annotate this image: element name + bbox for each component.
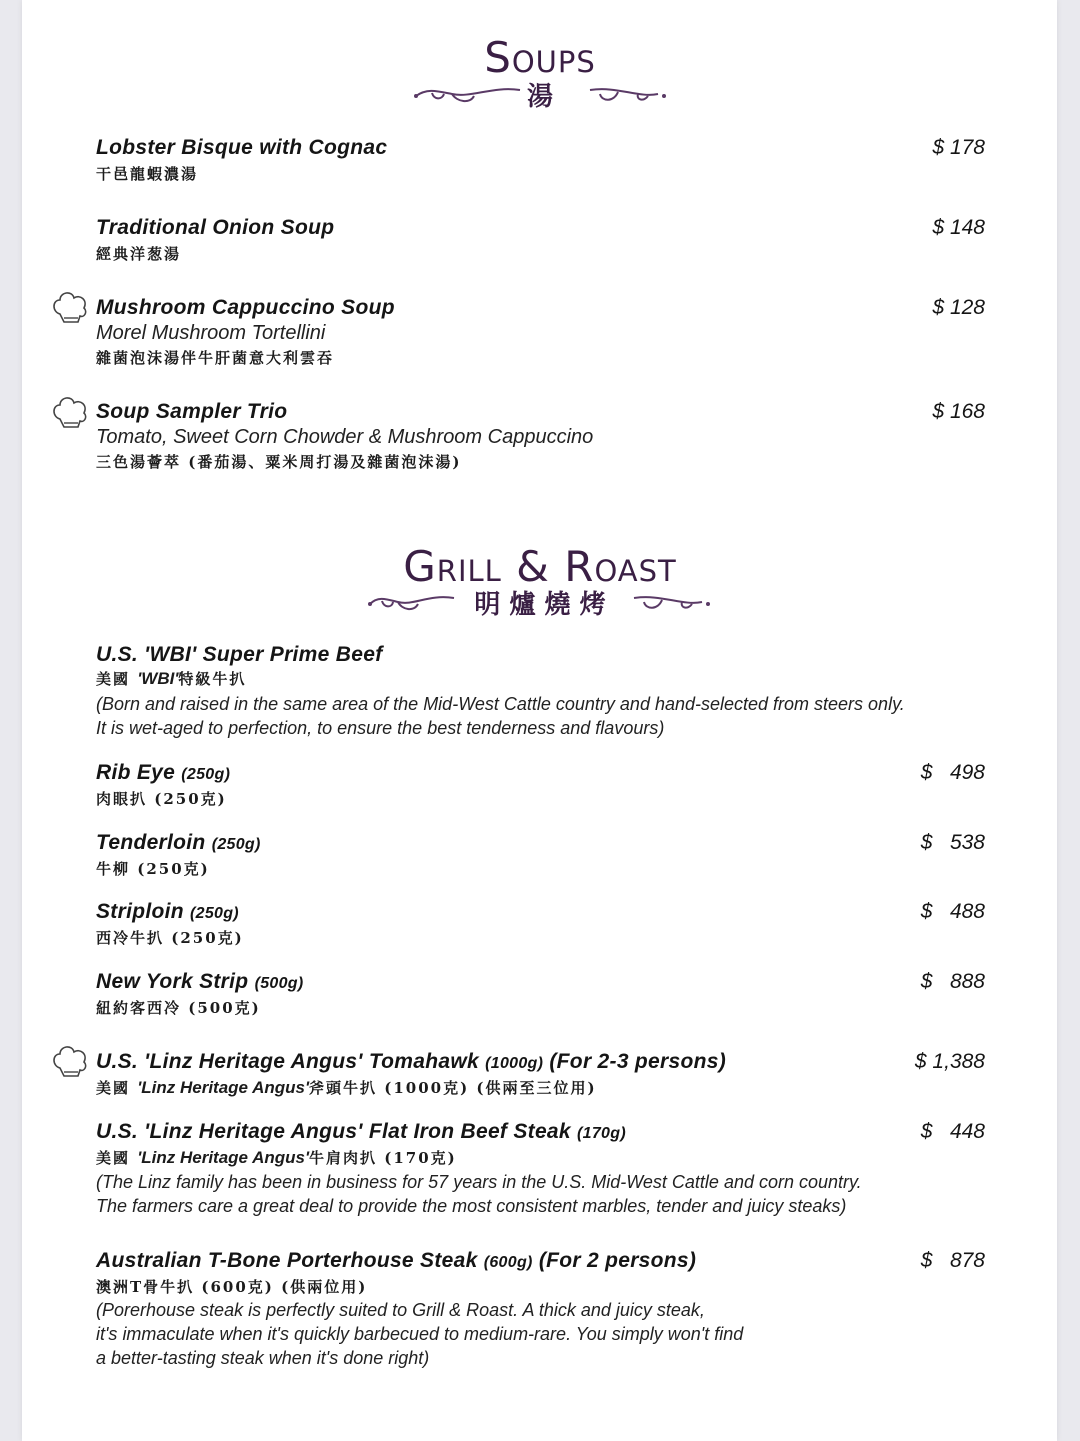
menu-item-price: $ 148 xyxy=(932,216,985,239)
menu-item-price: $ 878 xyxy=(920,1249,985,1272)
menu-item-description: The farmers care a great deal to provide the most consistent marbles, tender and juicy steaks) xyxy=(96,1196,847,1216)
menu-item-name-cn: 澳洲T骨牛扒 (600克) (供兩位用) xyxy=(96,1278,368,1296)
menu-item-subtitle: Morel Mushroom Tortellini xyxy=(96,322,326,344)
menu-item-name: Mushroom Cappuccino Soup xyxy=(96,296,395,319)
menu-item-name-cn: 牛柳 (250克) xyxy=(96,860,210,878)
menu-item-price: $ 128 xyxy=(932,296,985,319)
grill-title: Grill & Roast xyxy=(403,542,677,591)
menu-item-name-cn: 美國 'Linz Heritage Angus'斧頭牛扒 (1000克) (供兩至三位用) xyxy=(96,1078,597,1097)
menu-item-description: (Born and raised in the same area of the Mid-West Cattle country and hand-selected from steers only. xyxy=(96,694,905,714)
soups-title: Soups xyxy=(484,33,596,82)
menu-item-price: $ 448 xyxy=(920,1120,985,1143)
menu-item-name: New York Strip (500g) xyxy=(96,970,304,993)
menu-item-name: Soup Sampler Trio xyxy=(96,400,288,423)
menu-item-name: U.S. 'WBI' Super Prime Beef xyxy=(96,643,383,666)
soups-title-cn: 湯 xyxy=(526,82,553,112)
menu-item-description: It is wet-aged to perfection, to ensure the best tenderness and flavours) xyxy=(96,718,665,738)
menu-item-name: Traditional Onion Soup xyxy=(96,216,335,239)
flourish-right-icon xyxy=(588,84,668,110)
menu-item-name-cn: 肉眼扒 (250克) xyxy=(96,790,227,808)
chef-hat-icon xyxy=(50,1042,90,1082)
menu-item-name: Tenderloin (250g) xyxy=(96,831,261,854)
menu-item-name: U.S. 'Linz Heritage Angus' Flat Iron Beef Steak (170g) xyxy=(96,1120,626,1143)
menu-item-name-cn: 紐約客西冷 (500克) xyxy=(96,999,261,1017)
menu-item-subtitle: Tomato, Sweet Corn Chowder & Mushroom Cappuccino xyxy=(96,426,594,448)
menu-item-price: $ 178 xyxy=(932,136,985,159)
chef-hat-icon xyxy=(50,393,90,433)
menu-item-name-cn: 干邑龍蝦濃湯 xyxy=(96,165,199,183)
grill-title-cn: 明 爐 燒 烤 xyxy=(474,590,606,620)
menu-item-price: $ 168 xyxy=(932,400,985,423)
menu-item-name-cn: 雜菌泡沫湯伴牛肝菌意大利雲吞 xyxy=(96,349,335,367)
menu-item-description: (The Linz family has been in business for 57 years in the U.S. Mid-West Cattle and corn country. xyxy=(96,1172,862,1192)
menu-item-name-cn: 三色湯薈萃 (番茄湯、粟米周打湯及雜菌泡沫湯) xyxy=(96,453,462,471)
menu-item-name-cn: 西冷牛扒 (250克) xyxy=(96,929,244,947)
menu-item-description: a better-tasting steak when it's done right) xyxy=(96,1348,430,1368)
flourish-right-icon xyxy=(632,592,712,618)
menu-item-name: Striploin (250g) xyxy=(96,900,239,923)
menu-item-price: $ 1,388 xyxy=(914,1050,985,1073)
menu-item-name: U.S. 'Linz Heritage Angus' Tomahawk (1000g) (For 2-3 persons) xyxy=(96,1050,727,1073)
menu-item-name: Australian T-Bone Porterhouse Steak (600g) (For 2 persons) xyxy=(96,1249,697,1272)
menu-item-name-cn: 經典洋葱湯 xyxy=(96,245,182,263)
menu-item-price: $ 888 xyxy=(920,970,985,993)
menu-item-name: Rib Eye (250g) xyxy=(96,761,231,784)
menu-item-name-cn: 美國 'Linz Heritage Angus'牛肩肉扒 (170克) xyxy=(96,1148,457,1167)
menu-item-name-cn: 美國 'WBI'特級牛扒 xyxy=(96,669,247,688)
chef-hat-icon xyxy=(50,288,90,328)
menu-item-description: (Porerhouse steak is perfectly suited to Grill & Roast. A thick and juicy steak, xyxy=(96,1300,705,1320)
menu-item-price: $ 498 xyxy=(920,761,985,784)
menu-item-price: $ 538 xyxy=(920,831,985,854)
menu-item-name: Lobster Bisque with Cognac xyxy=(96,136,388,159)
menu-item-description: it's immaculate when it's quickly barbecued to medium-rare. You simply won't find xyxy=(96,1324,744,1344)
menu-item-price: $ 488 xyxy=(920,900,985,923)
